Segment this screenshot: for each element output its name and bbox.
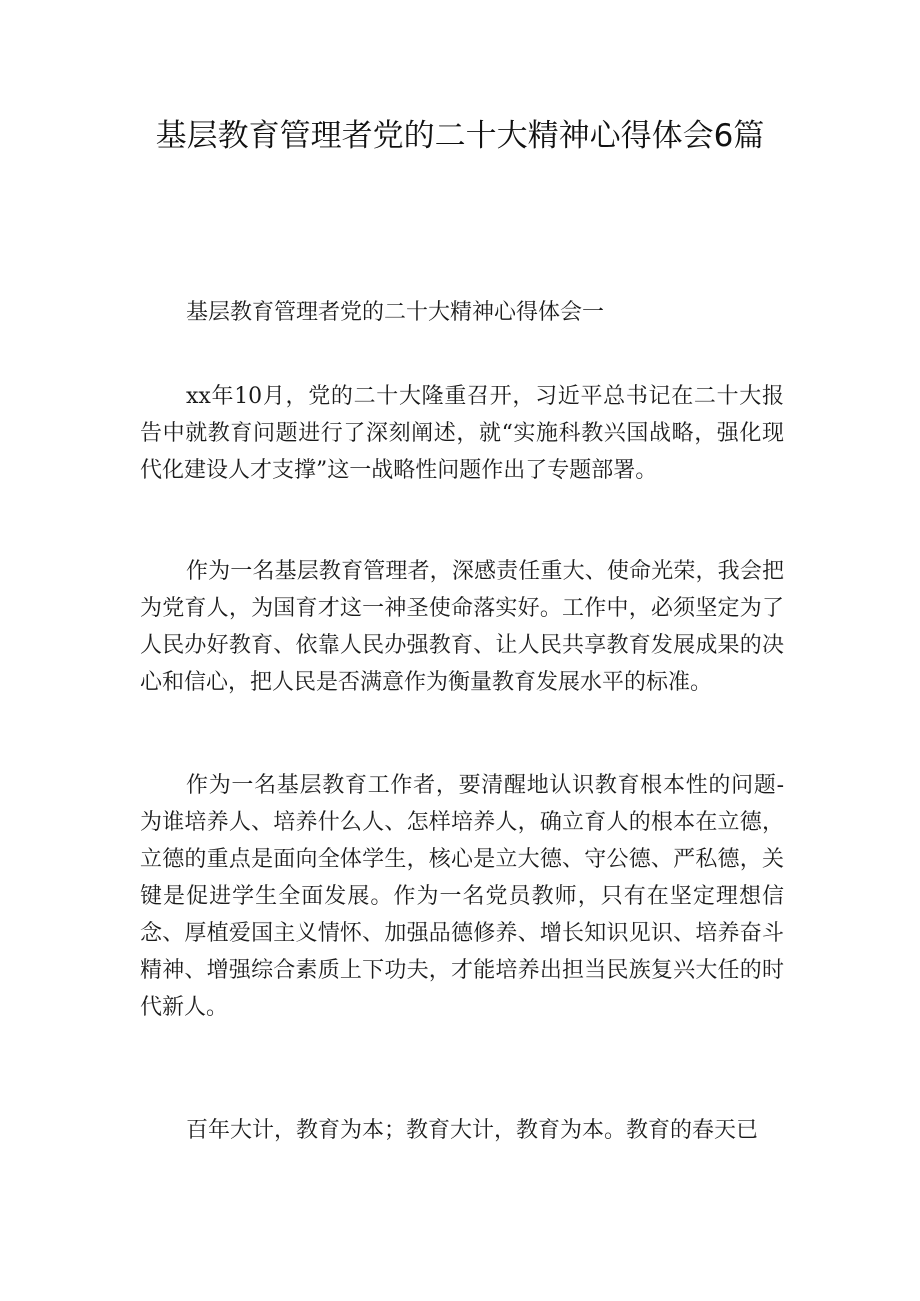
- paragraph-4: 百年大计，教育为本；教育大计，教育为本。教育的春天已: [186, 1118, 759, 1143]
- paragraph-1: xx年10月，党的二十大隆重召开，习近平总书记在二十大报告中就教育问题进行了深刻阐述，就“实施科教兴国战略，强化现代化建设人才支撑”这一战略性问题作出了专题部署。: [140, 384, 784, 483]
- document-title: 基层教育管理者党的二十大精神心得体会6篇: [155, 118, 765, 154]
- section-heading: 基层教育管理者党的二十大精神心得体会一: [186, 300, 605, 325]
- paragraph-2: 作为一名基层教育管理者，深感责任重大、使命光荣，我会把为党育人，为国育才这一神圣使命落实好。工作中，必须坚定为了人民办好教育、依靠人民办强教育、让人民共享教育发展成果的决心和信心，把人民是否满意作为衡量教育发展水平的标准。: [140, 559, 784, 695]
- paragraph-3: 作为一名基层教育工作者，要清醒地认识教育根本性的问题-为谁培养人、培养什么人、怎样培养人，确立育人的根本在立德，立德的重点是面向全体学生，核心是立大德、守公德、严私德，关键是促进学生全面发展。作为一名党员教师，只有在坚定理想信念、厚植爱国主义情怀、加强品德修养、增长知识见识、培养奋斗精神、增强综合素质上下功夫，才能培养出担当民族复兴大任的时代新人。: [140, 773, 784, 1020]
